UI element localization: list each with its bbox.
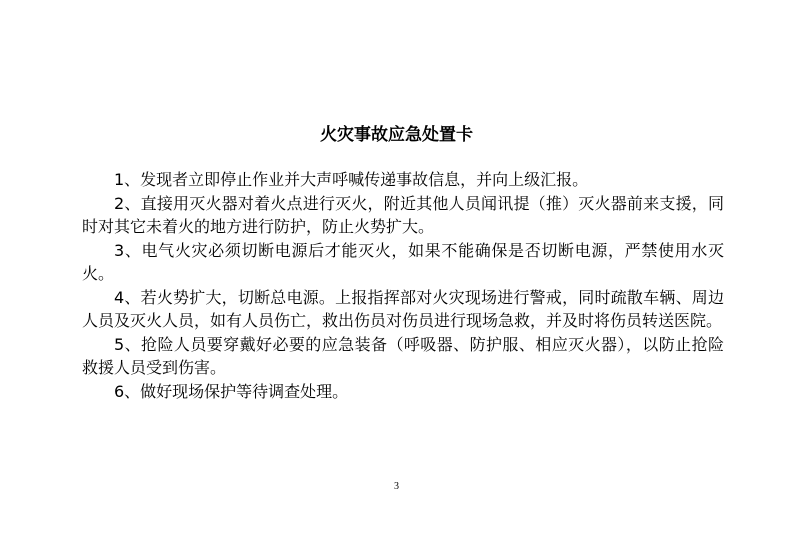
paragraph-1: 1、发现者立即停止作业并大声呼喊传递事故信息，并向上级汇报。: [114, 170, 589, 189]
page-number: 3: [394, 481, 399, 492]
paragraph-6: 6、做好现场保护等待调查处理。: [114, 381, 349, 401]
paragraph-4: 4、若火势扩大，切断总电源。上报指挥部对火灾现场进行警戒，同时疏散车辆、周边人员及灭火人员，如有人员伤亡，救出伤员对伤员进行现场急救，并及时将伤员转送医院。: [82, 287, 724, 330]
paragraph-3: 3、电气火灾必须切断电源后才能灭火，如果不能确保是否切断电源，严禁使用水灭火。: [82, 240, 724, 283]
document-body: [82, 168, 724, 403]
document-title: 火灾事故应急处置卡: [320, 125, 473, 145]
paragraph-2: 2、直接用灭火器对着火点进行灭火，附近其他人员闻讯提（推）灭火器前来支援，同时对其它未着火的地方进行防护，防止火势扩大。: [82, 193, 724, 236]
paragraph-5: 5、抢险人员要穿戴好必要的应急装备（呼吸器、防护服、相应灭火器），以防止抢险救援人员受到伤害。: [82, 334, 724, 377]
